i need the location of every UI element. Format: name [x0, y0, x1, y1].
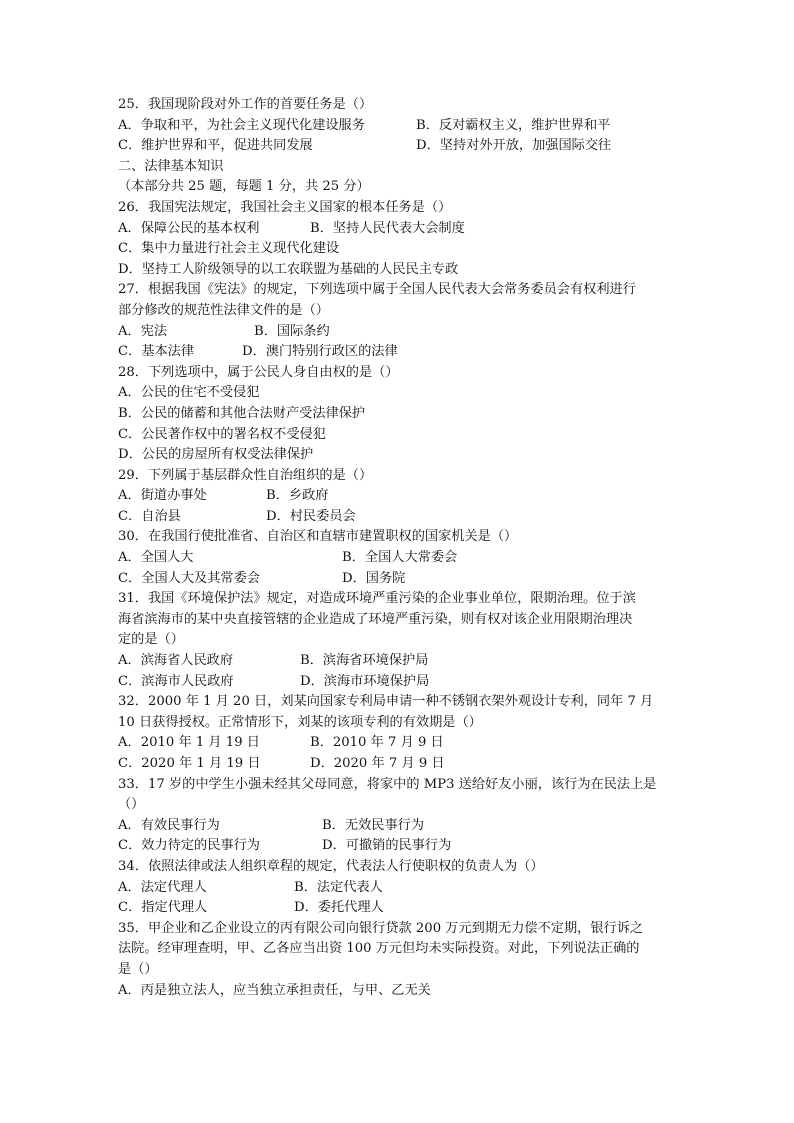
- option-row: [118, 878, 678, 899]
- answer-option: D．坚持对外开放，加强国际交往: [416, 138, 612, 154]
- answer-option: C．集中力量进行社会主义现代化建设: [118, 241, 340, 257]
- text-line: 10 日获得授权。正常情形下，刘某的该项专利的有效期是（）: [118, 714, 482, 730]
- answer-option: A．法定代理人: [118, 879, 207, 895]
- text-line: 是（）: [118, 961, 158, 977]
- question-text: 34．依照法律或法人组织章程的规定，代表法人行使职权的负责人为（）: [118, 858, 544, 874]
- section-title: 二、法律基本知识: [118, 158, 224, 174]
- answer-option: B．国际条约: [254, 323, 330, 339]
- answer-option: B．公民的储蓄和其他合法财产受法律保护: [118, 405, 366, 421]
- answer-option: B．无效民事行为: [322, 817, 425, 833]
- option-row: [118, 507, 678, 528]
- answer-option: C．自治县: [118, 508, 181, 524]
- option-row: [118, 733, 678, 754]
- question-text: 28．下列选项中，属于公民人身自由权的是（）: [118, 364, 399, 380]
- answer-option: B．滨海省环境保护局: [300, 653, 429, 669]
- answer-option: A．宪法: [118, 323, 168, 339]
- answer-option: A．全国人大: [118, 550, 194, 566]
- option-row: [118, 816, 678, 837]
- option-row: [118, 754, 678, 775]
- option-row: [118, 548, 678, 569]
- option-row: [118, 136, 678, 157]
- answer-option: D．国务院: [342, 570, 406, 586]
- answer-option: C．指定代理人: [118, 900, 208, 916]
- answer-option: D．公民的房屋所有权受法律保护: [118, 447, 314, 463]
- answer-option: C．滨海市人民政府: [118, 673, 234, 689]
- answer-option: B．反对霸权主义，维护世界和平: [416, 117, 611, 133]
- answer-option: C．全国人大及其常委会: [118, 570, 260, 586]
- answer-option: A．争取和平，为社会主义现代化建设服务: [118, 117, 365, 133]
- question-text: 31．我国《环境保护法》规定，对造成环境严重污染的企业事业单位，限期治理。位于滨: [118, 591, 636, 607]
- question-text: 29．下列属于基层群众性自治组织的是（）: [118, 467, 373, 483]
- answer-option: C．基本法律: [118, 344, 195, 360]
- answer-option: D．委托代理人: [294, 900, 384, 916]
- option-row: [118, 486, 678, 507]
- answer-option: B．全国人大常委会: [342, 550, 458, 566]
- text-line: 法院。经审理查明，甲、乙各应当出资 100 万元但均未实际投资。对此，下列说法正确的: [118, 941, 640, 957]
- answer-option: D．可撤销的民事行为: [322, 838, 452, 854]
- answer-option: D．滨海市环境保护局: [300, 673, 430, 689]
- option-row: [118, 219, 678, 240]
- text-line: 部分修改的规范性法律文件的是（）: [118, 302, 329, 318]
- answer-option: A．保障公民的基本权利: [118, 220, 260, 236]
- question-text: 33．17 岁的中学生小强未经其父母同意，将家中的 MP3 送给好友小丽，该行为在民法上是: [118, 776, 657, 792]
- question-text: 26．我国宪法规定，我国社会主义国家的根本任务是（）: [118, 199, 452, 215]
- option-row: [118, 672, 678, 693]
- answer-option: C．公民著作权中的署名权不受侵犯: [118, 426, 326, 442]
- question-text: 35．甲企业和乙企业设立的丙有限公司向银行贷款 200 万元到期无力偿不定期，银行诉之: [118, 920, 644, 936]
- answer-option: C．维护世界和平，促进共同发展: [118, 138, 313, 154]
- question-text: 25．我国现阶段对外工作的首要任务是（）: [118, 97, 373, 112]
- answer-option: A．丙是独立法人，应当独立承担责任，与甲、乙无关: [118, 982, 431, 998]
- answer-option: B．2010 年 7 月 9 日: [310, 735, 444, 751]
- answer-option: A．公民的住宅不受侵犯: [118, 385, 260, 401]
- document-body: [118, 95, 678, 1001]
- question-text: 32．2000 年 1 月 20 日，刘某向国家专利局申请一种不锈钢衣架外观设计专利，同年 7 月: [118, 694, 654, 710]
- text-line: 定的是（）: [118, 632, 184, 648]
- answer-option: B．坚持人民代表大会制度: [310, 220, 465, 236]
- answer-option: C．2020 年 1 月 19 日: [118, 756, 261, 771]
- question-text: 27．根据我国《宪法》的规定，下列选项中属于全国人民代表大会常务委员会有权利进行: [118, 282, 636, 298]
- answer-option: B．乡政府: [266, 488, 329, 504]
- answer-option: D．2020 年 7 月 9 日: [310, 756, 445, 771]
- section-note: （本部分共 25 题，每题 1 分，共 25 分）: [118, 179, 370, 195]
- answer-option: C．效力待定的民事行为: [118, 838, 260, 854]
- question-text: 30．在我国行使批准省、自治区和直辖市建置职权的国家机关是（）: [118, 529, 518, 545]
- answer-option: A．2010 年 1 月 19 日: [118, 735, 260, 751]
- answer-option: A．街道办事处: [118, 488, 207, 504]
- answer-option: A．滨海省人民政府: [118, 653, 234, 669]
- option-row: [118, 342, 678, 363]
- answer-option: B．法定代表人: [294, 879, 383, 895]
- option-row: [118, 898, 678, 919]
- text-line: （）: [118, 797, 145, 813]
- option-row: [118, 322, 678, 343]
- answer-option: D．澳门特别行政区的法律: [242, 344, 398, 360]
- answer-option: D．村民委员会: [266, 508, 356, 524]
- option-row: [118, 836, 678, 857]
- answer-option: A．有效民事行为: [118, 817, 220, 833]
- option-row: [118, 116, 678, 137]
- text-line: 海省滨海市的某中央直接管辖的企业造成了环境严重污染，则有权对该企业用限期治理决: [118, 611, 633, 627]
- answer-option: D．坚持工人阶级领导的以工农联盟为基础的人民民主专政: [118, 261, 459, 277]
- option-row: [118, 569, 678, 590]
- option-row: [118, 651, 678, 672]
